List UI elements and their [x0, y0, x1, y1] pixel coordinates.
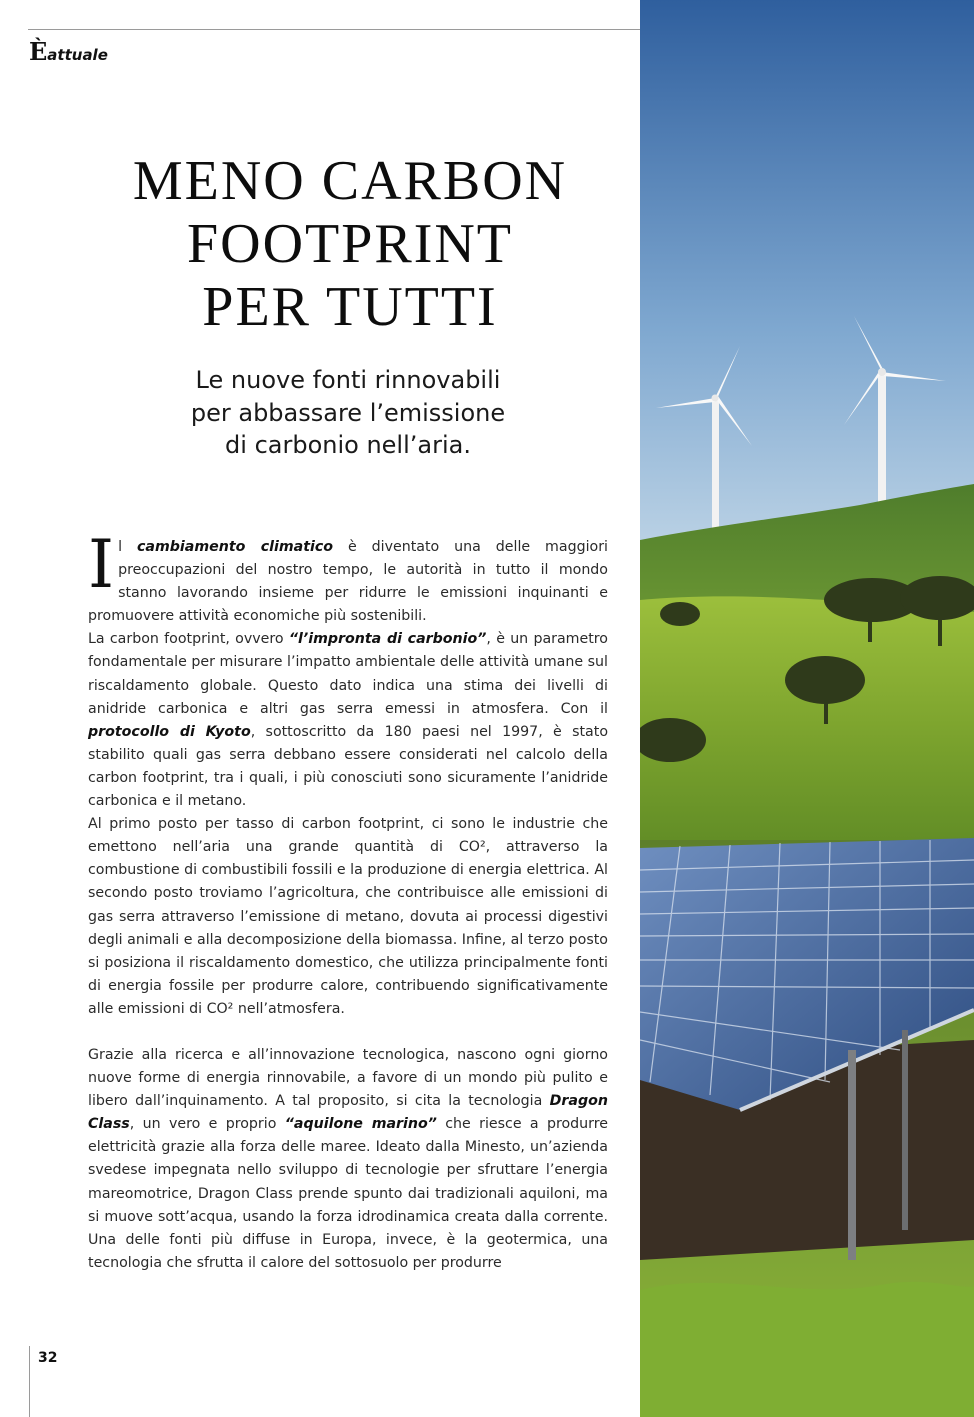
- text-run: , sottoscritto da 180 paesi nel 1997, è stato stabilito quali gas serra debbano essere considerati nel calcolo della carbon footprint, tra i quali, i più conosciuti sono sicuramente l’anidride carbonica e il metano.: [88, 723, 608, 810]
- photo-illustration: [640, 0, 974, 1417]
- text-run: Al primo posto per tasso di carbon footprint, ci sono le industrie che emettono nell’aria una grande quantità di CO², attraverso la combustione di combustibili fossili e la produzione di energia elettrica. Al secondo posto troviamo l’agricoltura, che contribuisce alle emissioni di gas serra attraverso l’emissione di metano, dovuta ai processi digestivi degli animali e alla decomposizione della biomassa. Infine, al terzo posto si posiziona il riscaldamento domestico, che utilizza principalmente fonti di energia fossile per produrre calore, contribuendo significativamente alle emissioni di CO² nell’atmosfera.: [88, 816, 608, 1017]
- text-run: , è un parametro fondamentale per misurare l’impatto ambientale delle attività umane sul riscaldamento globale. Questo dato indica una stima dei livelli di anidride carbonica e altri gas serra emessi in atmosfera. Con il: [88, 631, 608, 717]
- emphasis: protocollo di Kyoto: [88, 723, 251, 740]
- article-body: [88, 526, 609, 1275]
- emphasis: Dragon Class: [88, 1093, 608, 1133]
- section-initial: È: [29, 37, 48, 66]
- paragraph-3: [88, 813, 608, 1021]
- subtitle-line-2: per abbassare l’emissione: [190, 398, 506, 427]
- subtitle-line-1: Le nuove fonti rinnovabili: [195, 366, 501, 394]
- header-rule: [28, 29, 640, 30]
- text-run: La carbon footprint, ovvero: [88, 631, 289, 648]
- paragraph-2: [88, 628, 608, 813]
- text-run: Grazie alla ricerca e all’innovazione tecnologica, nascono ogni giorno nuove forme di energia rinnovabile, a favore di un mondo più pulito e libero dall’inquinamento. A tal proposito, si cita la tecnologia: [88, 1046, 608, 1110]
- grass-foreground: [640, 1282, 974, 1417]
- text-run: che riesce a produrre elettricità grazie alla forza delle maree. Ideato dalla Minesto, un’azienda svedese impegnata nello sviluppo di tecnologie per sfruttare l’energia mareomotrice, Dragon Class prende spunto dai tradizionali aquiloni, ma si muove sott’acqua, usando la forza idrodinamica creata dalla corrente. Una delle fonti più diffuse in Europa, invece, è la geotermica, una tecnologia che sfrutta il calore del sottosuolo per produrre: [88, 1116, 609, 1271]
- title-line-1: MENO CARBON: [132, 150, 568, 212]
- emphasis: “l’impronta di carbonio”: [288, 631, 487, 648]
- page-number: 32: [38, 1350, 58, 1366]
- title-line-3: PER TUTTI: [202, 276, 498, 338]
- drop-cap: I: [88, 526, 115, 603]
- section-word: attuale: [47, 46, 108, 64]
- photo-renewables: [640, 0, 974, 1417]
- text-run: l: [118, 539, 137, 555]
- paragraph-4: [88, 1044, 608, 1275]
- footer-rule: [29, 1346, 30, 1417]
- section-label: [29, 37, 108, 66]
- title-line-2: FOOTPRINT: [186, 213, 514, 275]
- paragraph-1: [88, 526, 608, 628]
- emphasis: cambiamento climatico: [136, 539, 334, 555]
- article-subtitle: [110, 364, 586, 462]
- subtitle-line-3: di carbonio nell’aria.: [225, 431, 471, 459]
- text-run: , un vero e proprio: [129, 1116, 285, 1133]
- emphasis: “aquilone marino”: [284, 1116, 437, 1133]
- article-title: [90, 150, 610, 339]
- text-run: è diventato una delle maggiori preoccupazioni del nostro tempo, le autorità in tutto il mondo stanno lavorando insieme per ridurre le emissioni inquinanti e promuovere attività economiche più sostenibili.: [88, 539, 608, 625]
